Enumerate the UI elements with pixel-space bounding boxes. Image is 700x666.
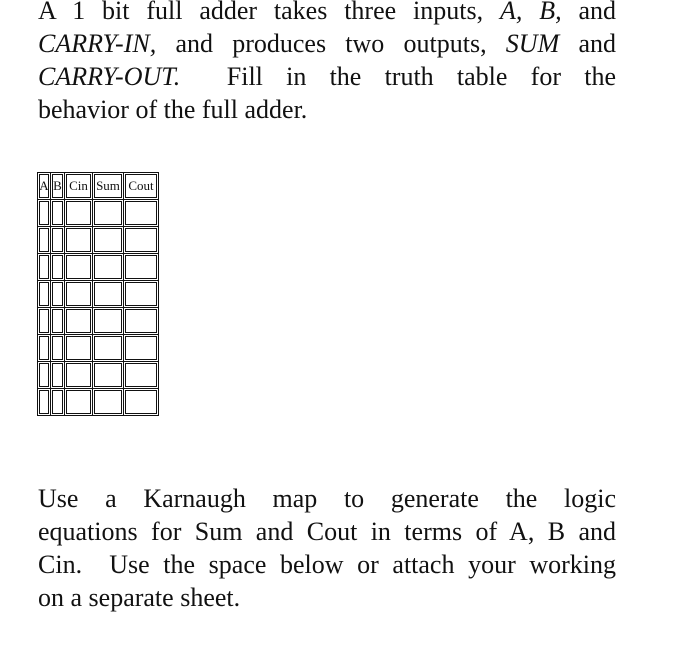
cell-sum[interactable] [93,227,124,254]
truth-table-row [38,335,159,362]
instruction-line: Cin. Use the space below or attach your working [38,550,616,579]
intro-paragraph [38,0,616,126]
truth-table-row [38,281,159,308]
cell-cin[interactable] [65,335,93,362]
cell-b[interactable] [51,389,65,416]
cell-b[interactable] [51,308,65,335]
intro-line [38,60,616,93]
cell-sum[interactable] [93,308,124,335]
cell-a[interactable] [38,362,51,389]
intro-line [38,93,616,126]
header-sum: Sum [93,173,124,200]
cell-a[interactable] [38,227,51,254]
italic-term: CARRY-IN, [38,29,157,58]
italic-term: B, [539,0,562,25]
cell-cout[interactable] [124,389,159,416]
cell-cout[interactable] [124,281,159,308]
cell-cout[interactable] [124,362,159,389]
cell-b[interactable] [51,254,65,281]
cell-b[interactable] [51,362,65,389]
cell-cin[interactable] [65,254,93,281]
cell-cin[interactable] [65,200,93,227]
truth-table-row [38,389,159,416]
header-cin: Cin [65,173,93,200]
cell-sum[interactable] [93,200,124,227]
truth-table [37,172,159,416]
cell-cin[interactable] [65,281,93,308]
text-run: and [559,29,616,58]
cell-a[interactable] [38,281,51,308]
truth-table-header-row [38,173,159,200]
cell-b[interactable] [51,281,65,308]
cell-sum[interactable] [93,281,124,308]
cell-a[interactable] [38,308,51,335]
cell-b[interactable] [51,200,65,227]
text-run: and produces two outputs, [156,29,506,58]
cell-b[interactable] [51,335,65,362]
text-run [522,0,539,25]
cell-sum[interactable] [93,335,124,362]
cell-cin[interactable] [65,308,93,335]
kmap-instructions [38,482,616,614]
instruction-line: on a separate sheet. [38,583,241,612]
truth-table-row [38,362,159,389]
cell-a[interactable] [38,254,51,281]
cell-cin[interactable] [65,389,93,416]
cell-cin[interactable] [65,362,93,389]
text-run: and [561,0,616,25]
truth-table-row [38,227,159,254]
cell-sum[interactable] [93,389,124,416]
cell-cout[interactable] [124,227,159,254]
intro-line [38,27,616,60]
text-run: Fill in the truth table for the [180,62,616,91]
truth-table-row [38,200,159,227]
italic-term: SUM [505,29,560,58]
cell-a[interactable] [38,389,51,416]
text-run: A 1 bit full adder takes three inputs, [38,0,500,25]
cell-sum[interactable] [93,254,124,281]
text-run: behavior of the full adder. [38,95,308,124]
cell-cout[interactable] [124,254,159,281]
cell-b[interactable] [51,227,65,254]
truth-table-row [38,254,159,281]
header-cout: Cout [124,173,159,200]
cell-a[interactable] [38,335,51,362]
cell-cin[interactable] [65,227,93,254]
cell-a[interactable] [38,200,51,227]
cell-cout[interactable] [124,200,159,227]
italic-term: CARRY-OUT. [38,62,181,91]
intro-line [38,0,616,27]
cell-cout[interactable] [124,308,159,335]
header-a: A [38,173,51,200]
instruction-line: equations for Sum and Cout in terms of A, B and [38,517,616,546]
cell-sum[interactable] [93,362,124,389]
instruction-line: Use a Karnaugh map to generate the logic [38,484,616,513]
truth-table-row [38,308,159,335]
header-b: B [51,173,65,200]
cell-cout[interactable] [124,335,159,362]
italic-term: A, [499,0,523,25]
